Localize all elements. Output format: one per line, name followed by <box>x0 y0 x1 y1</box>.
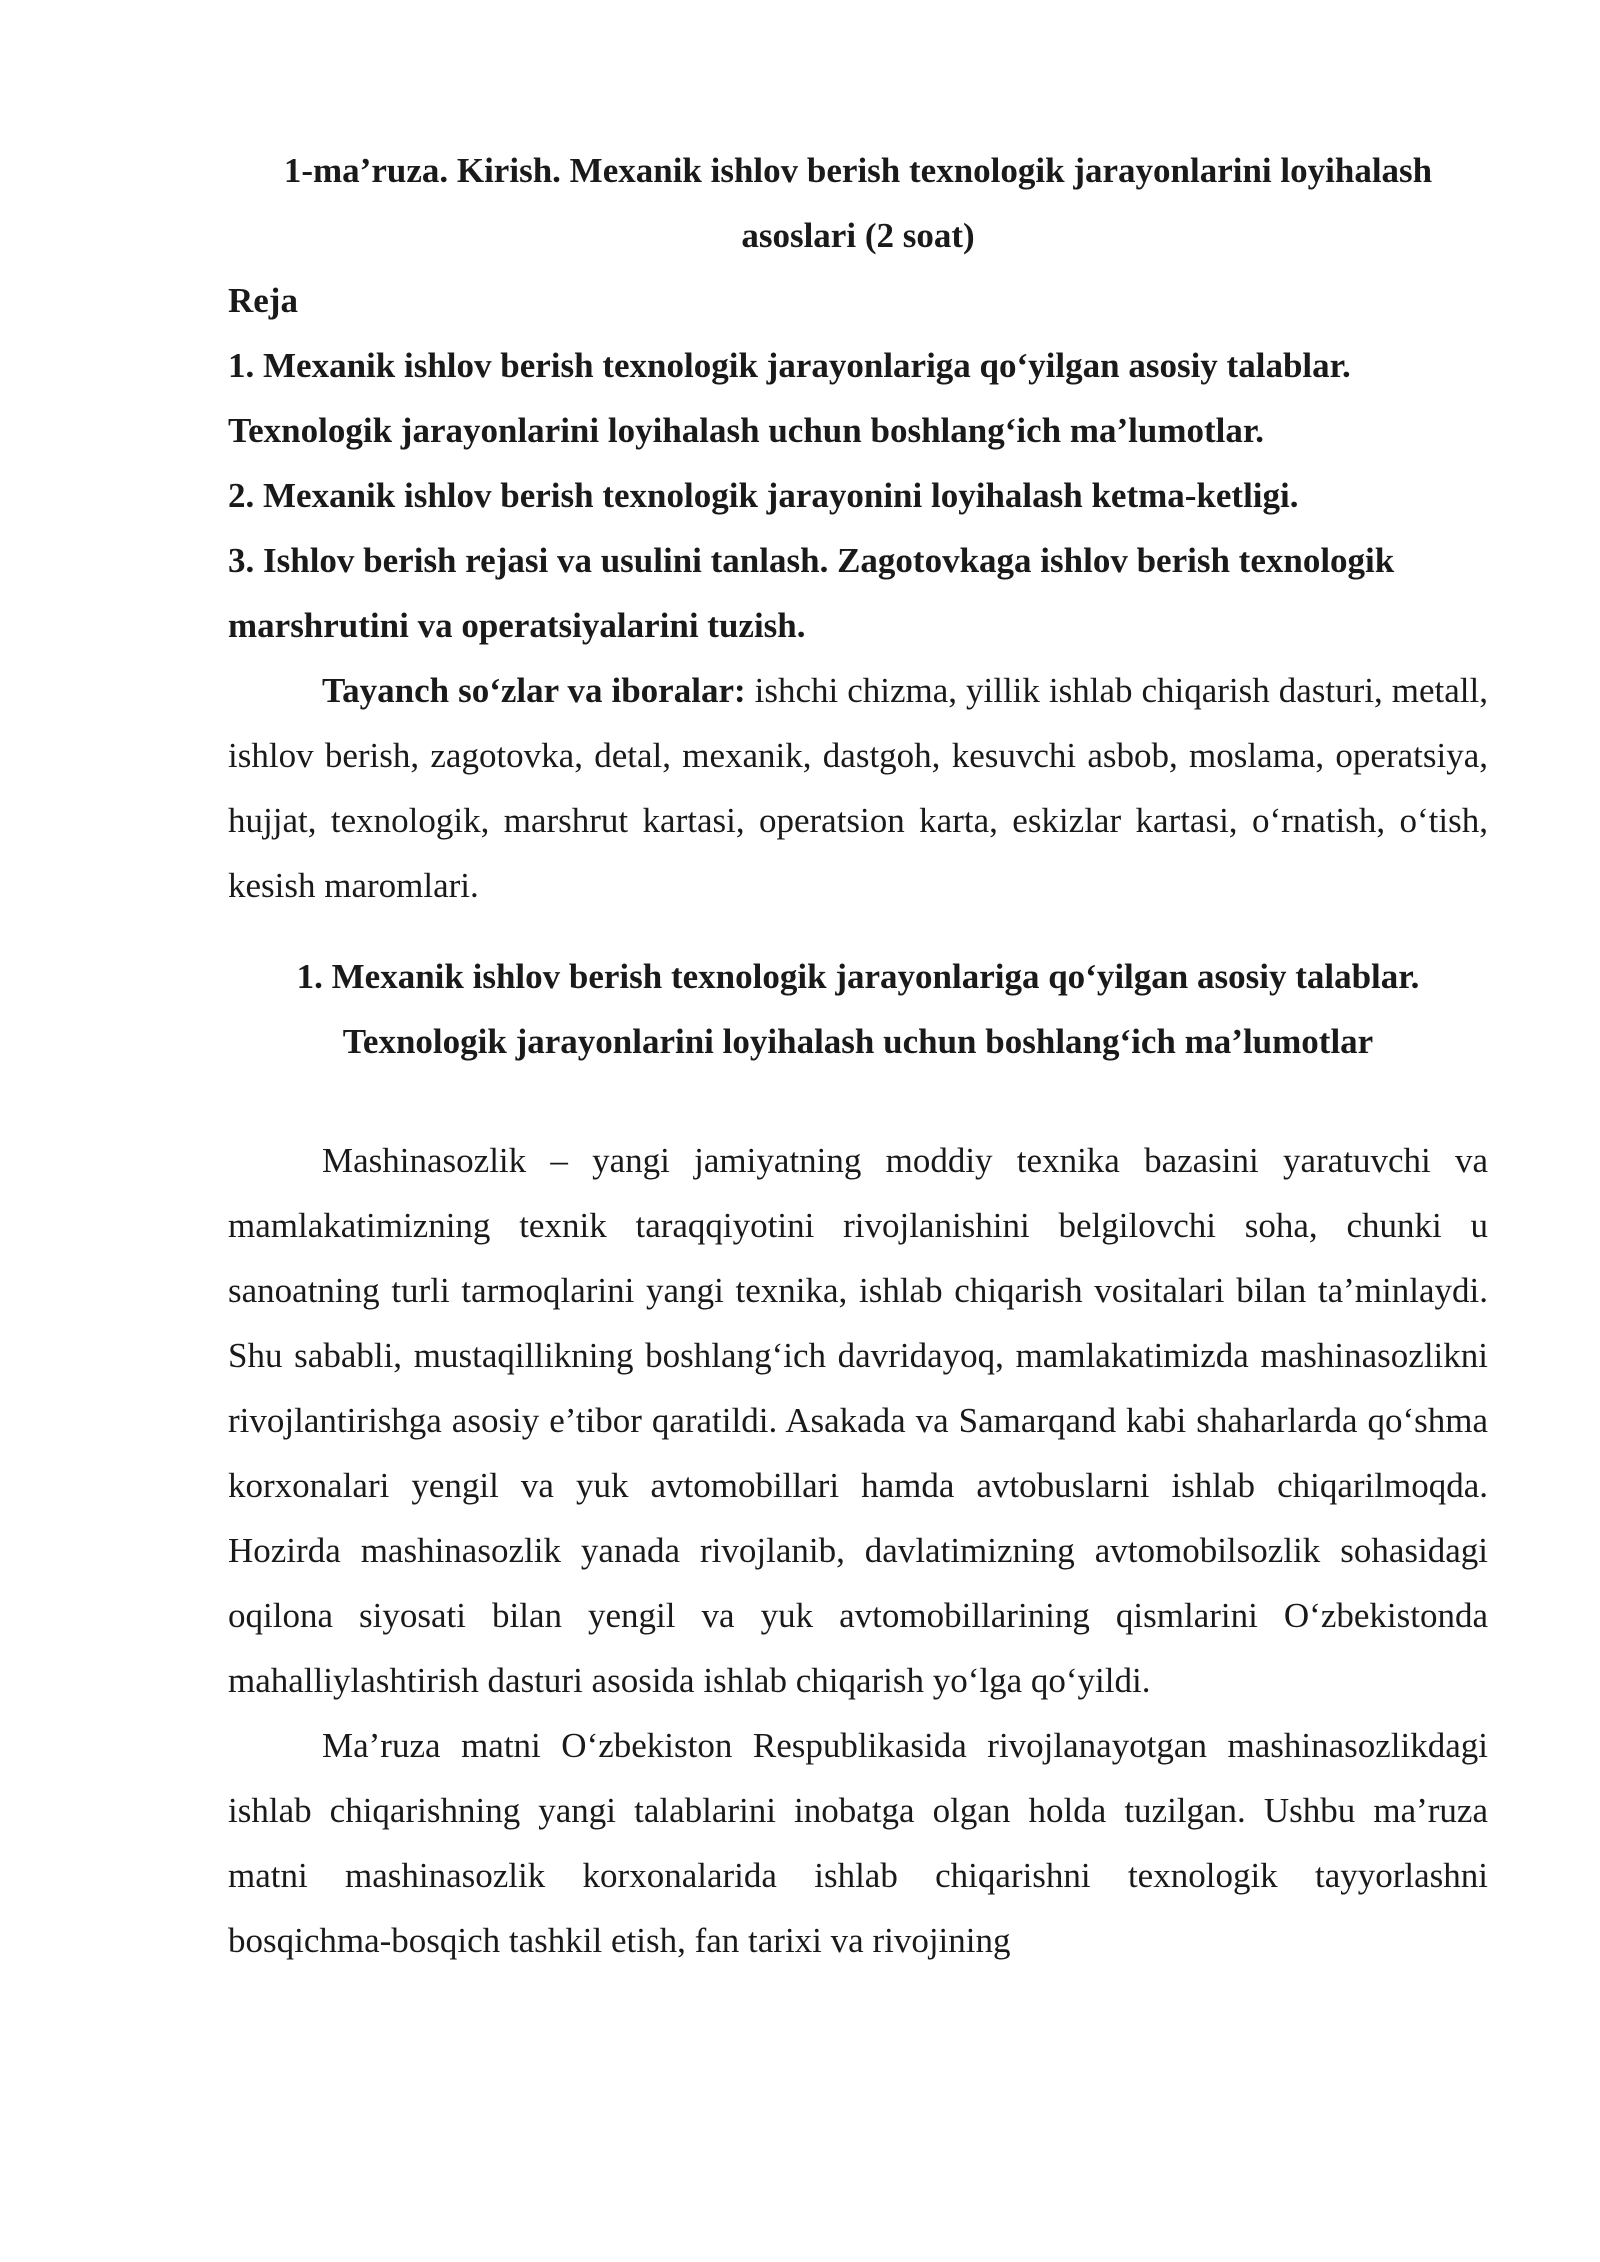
keywords-label: Tayanch so‘zlar va iboralar: <box>322 671 746 710</box>
plan-item-1: 1. Mexanik ishlov berish texnologik jarayonlariga qo‘yilgan asosiy talablar. Texnologik jarayonlarini loyihalash uchun boshlang‘ich ma’lumotlar. <box>228 346 1351 450</box>
plan-item-3: 3. Ishlov berish rejasi va usulini tanlash. Zagotovkaga ishlov berish texnologik marshrutini va operatsiyalarini tuzish. <box>228 541 1395 645</box>
plan-item-2: 2. Mexanik ishlov berish texnologik jarayonini loyihalash ketma-ketligi. <box>228 476 1299 515</box>
spacer <box>228 918 1488 944</box>
plan-heading: Reja <box>228 281 298 320</box>
lecture-title: 1-ma’ruza. Kirish. Mexanik ishlov berish texnologik jarayonlarini loyihalash asoslari (2 soat) <box>283 151 1433 255</box>
body-paragraph-1: Mashinasozlik – yangi jamiyatning moddiy texnika bazasini yaratuvchi va mamlakatimizning texnik taraqqiyotini rivojlanishini belgilovchi soha, chunki u sanoatning turli tarmoqlarini yangi texnika, ishlab chiqarish vositalari bilan ta’minlaydi. Shu sababli, mustaqillikning boshlang‘ich davridayoq, mamlakatimizda mashinasozlikni rivojlantirishga asosiy e’tibor qaratildi. Asakada va Samarqand kabi shaharlarda qo‘shma korxonalari yengil va yuk avtomobillari hamda avtobuslarni ishlab chiqarilmoqda. Hozirda mashinasozlik yanada rivojlanib, davlatimizning avtomobilsozlik sohasidagi oqilona siyosati bilan yengil va yuk avtomobillarining qismlarini O‘zbekistonda mahalliylashtirish dasturi asosida ishlab chiqarish yo‘lga qo‘yildi. <box>228 1141 1488 1700</box>
section-heading: 1. Mexanik ishlov berish texnologik jarayonlariga qo‘yilgan asosiy talablar. Texnologik jarayonlarini loyihalash uchun boshlang‘ich ma’lumotlar <box>296 957 1420 1061</box>
keywords-paragraph <box>228 658 1488 918</box>
document-content <box>228 138 1488 1973</box>
body-paragraph-2: Ma’ruza matni O‘zbekiston Respublikasida rivojlanayotgan mashinasozlikdagi ishlab chiqarishning yangi talablarini inobatga olgan holda tuzilgan. Ushbu ma’ruza matni mashinasozlik korxonalarida ishlab chiqarishni texnologik tayyorlashni bosqichma-bosqich tashkil etish, fan tarixi va rivojining <box>228 1726 1488 1960</box>
keywords-text: ishchi chizma, yillik ishlab chiqarish dasturi, metall, ishlov berish, zagotovka, detal, mexanik, dastgoh, kesuvchi asbob, moslama, operatsiya, hujjat, texnologik, marshrut kartasi, operatsion karta, eskizlar kartasi, o‘rnatish, o‘tish, kesish maromlari. <box>228 671 1488 905</box>
spacer <box>228 1074 1488 1128</box>
